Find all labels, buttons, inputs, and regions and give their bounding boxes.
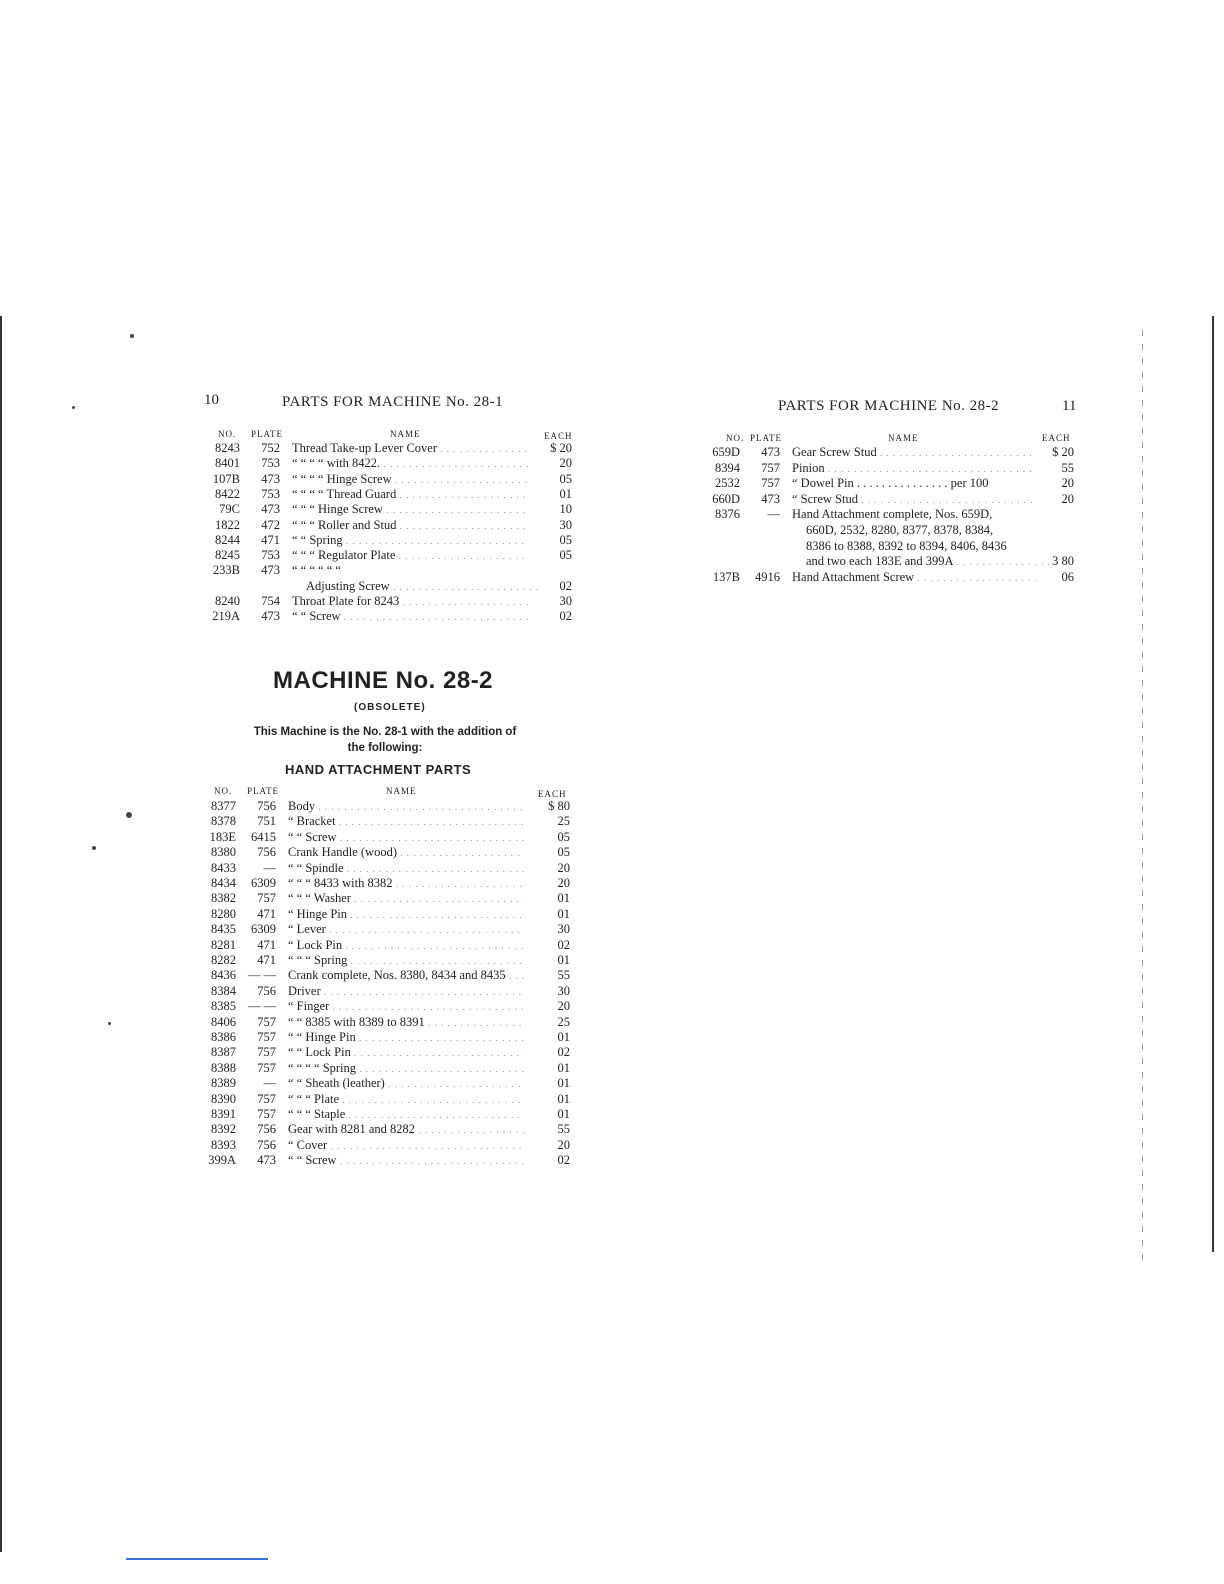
part-price: $ 20 [1052, 445, 1074, 459]
part-number: 8389 [211, 1076, 236, 1091]
part-number: 8435 [211, 922, 236, 937]
part-name: “ “ Screw . . . [288, 830, 524, 846]
part-price: 02 [557, 1153, 570, 1168]
plate-number: 473 [761, 445, 780, 459]
part-number: 8378 [211, 814, 236, 829]
part-price: 55 [1061, 460, 1074, 475]
plate-number: 753 [261, 486, 280, 501]
part-price: 01 [557, 1060, 570, 1075]
plate-number: 473 [261, 502, 280, 517]
plate-number: 756 [257, 845, 276, 860]
table-row [200, 441, 580, 456]
table-row [196, 1061, 576, 1076]
part-number: 8245 [215, 548, 240, 563]
part-number: 137B [712, 569, 740, 584]
table-row [196, 968, 576, 983]
part-price: 20 [559, 456, 572, 471]
table-row [196, 799, 576, 814]
part-price: 55 [557, 968, 570, 983]
running-head: PARTS FOR MACHINE No. 28-1 [282, 394, 504, 410]
part-name: Hand Attachment complete, Nos. 659D, [792, 507, 993, 522]
part-number: 79C [219, 502, 240, 517]
running-head: PARTS FOR MACHINE No. 28-2 [778, 398, 1000, 414]
plate-number: 757 [257, 1091, 276, 1106]
plate-number: 754 [261, 594, 280, 608]
part-price: 20 [557, 1137, 570, 1152]
table-row [200, 533, 580, 548]
plate-number: 756 [257, 799, 276, 813]
part-price: 3 80 [1052, 554, 1074, 569]
col-plate-header: PLATE [247, 786, 279, 796]
plate-number: 751 [257, 814, 276, 829]
table-row [196, 1076, 576, 1091]
part-number: 8387 [211, 1045, 236, 1060]
part-name: Crank Handle (wood) . . . [288, 845, 524, 861]
col-name-header: NAME [888, 433, 919, 443]
plate-number: — [263, 860, 276, 875]
subsection-title: HAND ATTACHMENT PARTS [285, 762, 472, 777]
plate-number: 6309 [251, 876, 276, 890]
part-name: Driver . . . [288, 984, 524, 1000]
part-price: $ 80 [548, 799, 570, 813]
section-title: MACHINE No. 28-2 [273, 667, 494, 694]
part-price: 02 [559, 578, 572, 593]
table-row [196, 938, 576, 953]
part-number: 8280 [211, 906, 236, 921]
part-name: “ “ “ Plate . . . [288, 1092, 524, 1108]
part-name: “ “ “ 8433 with 8382 . . . [288, 876, 524, 892]
part-price: 01 [557, 906, 570, 921]
part-name: “ “ “ Washer . . . [288, 891, 524, 907]
part-number: 8392 [211, 1122, 236, 1137]
part-name: “ Screw Stud . . . [792, 492, 1036, 508]
part-number: 183E [209, 829, 236, 844]
plate-number: 473 [761, 491, 780, 506]
part-name: “ “ Lock Pin . . . [288, 1045, 524, 1061]
table-row [700, 445, 1080, 460]
plate-number: 757 [257, 891, 276, 906]
part-name: “ “ Screw . . . [288, 1153, 524, 1169]
table-row [196, 1030, 576, 1045]
table-row [700, 570, 1080, 585]
part-price: 05 [557, 829, 570, 844]
plate-number: 472 [261, 517, 280, 532]
plate-number: 753 [261, 456, 280, 471]
part-number: 8385 [211, 999, 236, 1014]
table-row [200, 487, 580, 502]
plate-number: 473 [261, 471, 280, 486]
plate-number: 757 [257, 1107, 276, 1121]
part-number: 8376 [715, 507, 740, 522]
table-row [700, 476, 1080, 491]
plate-number: 4916 [755, 569, 780, 584]
part-price: 20 [1061, 476, 1074, 491]
plate-number: 473 [257, 1153, 276, 1168]
part-name: Body . . . [288, 799, 524, 815]
part-price: 02 [559, 609, 572, 624]
part-name: “ “ 8385 with 8389 to 8391 . . . [288, 1015, 524, 1031]
part-name: “ Lock Pin . . . [288, 938, 524, 954]
table-row [700, 539, 1080, 554]
part-price: 01 [557, 1107, 570, 1121]
part-price: 20 [557, 876, 570, 890]
col-plate-header: PLATE [750, 433, 782, 443]
part-name: Crank complete, Nos. 8380, 8434 and 8435 . . . [288, 968, 524, 984]
col-name-header: NAME [390, 429, 421, 439]
part-price: 25 [557, 1014, 570, 1029]
part-number: 8240 [215, 594, 240, 608]
scan-edge-left [0, 316, 2, 1552]
plate-number: — — [247, 968, 276, 983]
table-row [196, 1092, 576, 1107]
part-price: 25 [557, 814, 570, 829]
part-price: 30 [559, 594, 572, 608]
plate-number: 471 [257, 937, 276, 952]
part-number: 660D [712, 491, 740, 506]
table-row [200, 518, 580, 533]
scan-speck [108, 1022, 111, 1025]
part-price: 01 [557, 953, 570, 967]
part-name: Pinion . . . [792, 461, 1036, 477]
table-row [196, 1107, 576, 1122]
scan-speck [130, 334, 134, 338]
part-number: 233B [212, 563, 240, 578]
part-name: “ “ “ “ Thread Guard . . . [292, 487, 528, 503]
plate-number: — [263, 1076, 276, 1091]
part-number: 8377 [211, 799, 236, 813]
part-price: 02 [557, 1045, 570, 1060]
plate-number: 473 [261, 563, 280, 578]
table-row [196, 1122, 576, 1137]
part-price: 01 [559, 486, 572, 501]
part-number: 8391 [211, 1107, 236, 1121]
part-number: 8282 [211, 953, 236, 967]
part-name: Hand Attachment Screw . . . [792, 570, 1036, 586]
table-row [200, 579, 580, 594]
table-row [200, 563, 580, 578]
part-name: “ “ “ Staple . . . [288, 1107, 524, 1123]
part-price: 06 [1061, 569, 1074, 584]
part-name: “ “ Hinge Pin . . . [288, 1030, 524, 1046]
table-row [196, 1138, 576, 1153]
plate-number: 757 [761, 476, 780, 491]
part-name: “ “ “ Spring . . . [288, 953, 524, 969]
part-number: 1822 [215, 517, 240, 532]
part-name: “ “ Sheath (leather) . . . [288, 1076, 524, 1092]
scan-speck [92, 846, 96, 850]
part-number: 107B [212, 471, 240, 486]
part-price: 30 [557, 922, 570, 937]
section-note: (OBSOLETE) [354, 702, 426, 713]
part-price: 55 [557, 1122, 570, 1137]
part-price: 05 [559, 471, 572, 486]
part-name: “ “ “ Roller and Stud . . . [292, 518, 528, 534]
plate-number: 757 [257, 1045, 276, 1060]
part-name: Throat Plate for 8243 . . . [292, 594, 528, 610]
part-name: “ “ “ “ with 8422. . . . [292, 456, 528, 472]
part-number: 8386 [211, 1030, 236, 1044]
plate-number: 756 [257, 983, 276, 998]
intro-text [220, 724, 550, 756]
table-row [196, 922, 576, 937]
scan-edge-right [1212, 316, 1214, 1252]
col-each-header: EACH [1042, 433, 1071, 443]
part-name: Gear Screw Stud . . . [792, 445, 1036, 461]
part-number: 8422 [215, 486, 240, 501]
part-price: 01 [557, 1091, 570, 1106]
part-name: Thread Take-up Lever Cover . . . [292, 441, 528, 457]
part-number: 8281 [211, 937, 236, 952]
table-row [196, 999, 576, 1014]
intro-line: This Machine is the No. 28-1 with the addition of [253, 726, 517, 738]
part-name: “ “ “ “ “ “ [292, 563, 341, 578]
table-row [700, 492, 1080, 507]
table-row [200, 456, 580, 471]
part-number: 2532 [715, 476, 740, 491]
table-row [200, 609, 580, 624]
part-name: “ Hinge Pin . . . [288, 907, 524, 923]
plate-number: 471 [257, 906, 276, 921]
plate-number: 6309 [251, 922, 276, 937]
part-price: 05 [557, 845, 570, 860]
part-price: 01 [557, 1030, 570, 1044]
table-row [196, 984, 576, 999]
col-each-header: EACH [544, 431, 573, 441]
table-row [196, 907, 576, 922]
table-row [196, 861, 576, 876]
part-price: 30 [557, 983, 570, 998]
scan-edge-right-dotted [1142, 330, 1143, 1260]
part-price: 01 [557, 1076, 570, 1091]
table-row [196, 891, 576, 906]
scan-edge-line [126, 1558, 268, 1560]
part-number: 8244 [215, 532, 240, 547]
part-number: 219A [212, 609, 240, 624]
table-row [700, 554, 1080, 569]
part-number: 8390 [211, 1091, 236, 1106]
table-row [196, 845, 576, 860]
plate-number: 756 [257, 1122, 276, 1137]
part-name: “ “ Spindle . . . [288, 861, 524, 877]
part-name: “ “ “ “ Spring . . . [288, 1061, 524, 1077]
part-name: “ “ “ “ Hinge Screw . . . [292, 472, 528, 488]
table-row [196, 953, 576, 968]
part-price: 02 [557, 937, 570, 952]
plate-number: 757 [761, 460, 780, 475]
col-no-header: NO. [218, 429, 237, 439]
part-name: “ Cover . . . [288, 1138, 524, 1154]
plate-number: 757 [257, 1014, 276, 1029]
plate-number: 471 [257, 953, 276, 967]
part-price: 20 [557, 860, 570, 875]
part-name: “ “ Screw . . . [292, 609, 528, 625]
plate-number: 753 [261, 548, 280, 563]
part-name: “ “ Spring . . . [292, 533, 528, 549]
part-number: 8243 [215, 441, 240, 455]
part-name: Gear with 8281 and 8282 . . . [288, 1122, 524, 1138]
part-number: 8380 [211, 845, 236, 860]
col-no-header: NO. [214, 786, 233, 796]
part-name: 8386 to 8388, 8392 to 8394, 8406, 8436 [806, 538, 1007, 553]
table-row [700, 523, 1080, 538]
part-name: and two each 183E and 399A . . . [806, 554, 1050, 570]
part-number: 8394 [715, 460, 740, 475]
part-price: 05 [559, 532, 572, 547]
col-plate-header: PLATE [251, 429, 283, 439]
part-number: 8406 [211, 1014, 236, 1029]
part-price: 05 [559, 548, 572, 563]
plate-number: 757 [257, 1030, 276, 1044]
part-name: Adjusting Screw . . . [306, 579, 542, 595]
table-row [700, 507, 1080, 522]
part-price: $ 20 [550, 441, 572, 455]
table-row [200, 548, 580, 563]
table-row [196, 876, 576, 891]
table-row [200, 502, 580, 517]
intro-line: the following: [347, 742, 423, 754]
part-price: 30 [559, 517, 572, 532]
part-number: 8434 [211, 876, 236, 890]
plate-number: 473 [261, 609, 280, 624]
page-number: 10 [204, 392, 219, 408]
part-name: “ Bracket . . . [288, 814, 524, 830]
plate-number: — — [247, 999, 276, 1014]
plate-number: 6415 [251, 829, 276, 844]
scan-speck [126, 812, 132, 818]
part-number: 399A [208, 1153, 236, 1168]
table-row [196, 1015, 576, 1030]
page-number: 11 [1062, 398, 1077, 414]
part-name: “ Dowel Pin . . . . . . . . . . . . . . . per 100 [792, 476, 989, 491]
part-name: “ “ “ Regulator Plate . . . [292, 548, 528, 564]
part-name: “ Lever . . . [288, 922, 524, 938]
col-name-header: NAME [386, 786, 417, 796]
part-number: 8401 [215, 456, 240, 471]
col-each-header: EACH [538, 789, 567, 799]
part-name: “ Finger . . . [288, 999, 524, 1015]
part-number: 8388 [211, 1060, 236, 1075]
part-name: “ “ “ Hinge Screw . . . [292, 502, 528, 518]
part-number: 8393 [211, 1137, 236, 1152]
table-row [196, 814, 576, 829]
table-row [196, 1045, 576, 1060]
table-row [200, 472, 580, 487]
part-price: 20 [1061, 491, 1074, 506]
scan-speck [72, 406, 75, 409]
table-row [196, 830, 576, 845]
plate-number: 471 [261, 532, 280, 547]
part-price: 20 [557, 999, 570, 1014]
col-no-header: NO. [726, 433, 745, 443]
plate-number: 757 [257, 1060, 276, 1075]
part-number: 8433 [211, 860, 236, 875]
plate-number: 752 [261, 441, 280, 455]
plate-number: — [767, 507, 780, 522]
part-number: 8436 [211, 968, 236, 983]
part-price: 10 [559, 502, 572, 517]
table-row [196, 1153, 576, 1168]
part-number: 8384 [211, 983, 236, 998]
plate-number: 756 [257, 1137, 276, 1152]
part-name: 660D, 2532, 8280, 8377, 8378, 8384, [806, 523, 994, 537]
part-number: 659D [712, 445, 740, 459]
part-number: 8382 [211, 891, 236, 906]
table-row [700, 461, 1080, 476]
part-price: 01 [557, 891, 570, 906]
table-row [200, 594, 580, 609]
